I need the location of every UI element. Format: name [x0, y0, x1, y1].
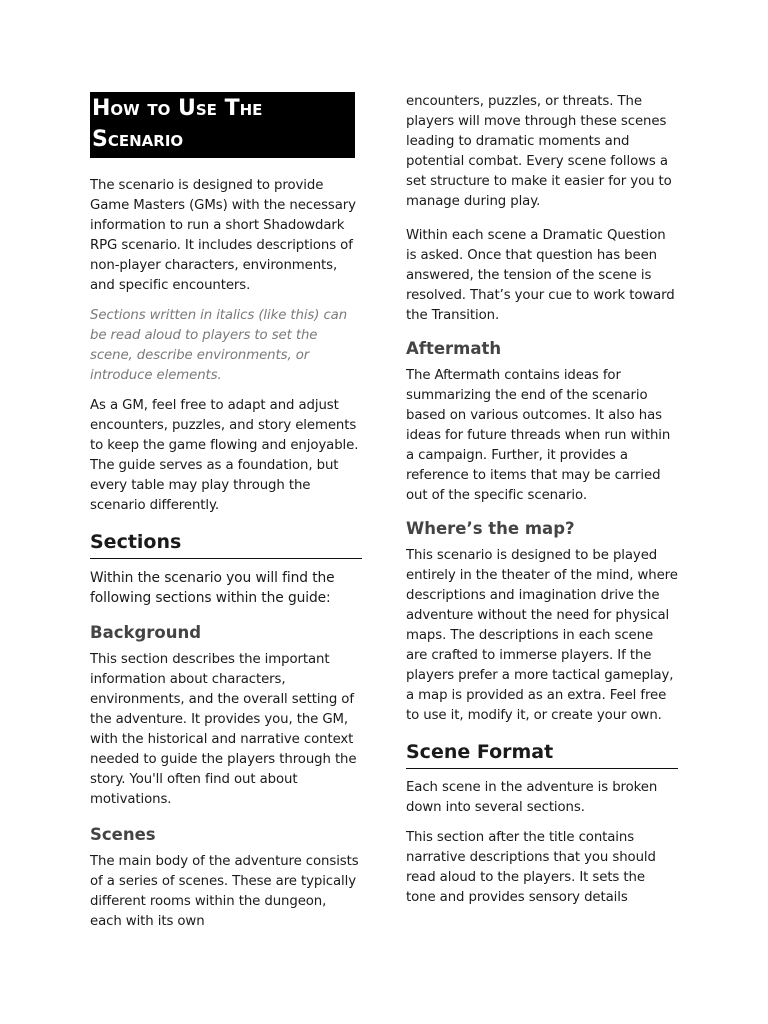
left-column: [90, 92, 362, 942]
sections-heading: Sections: [90, 530, 362, 559]
dramatic-question-paragraph: Within each scene a Dramatic Question is asked. Once that question has been answered, the tension of the scene is resolved. That’s your cue to work toward the Transition.: [406, 228, 675, 323]
aftermath-heading: Aftermath: [406, 339, 502, 358]
gm-note-paragraph: As a GM, feel free to adapt and adjust encounters, puzzles, and story elements to keep the game flowing and enjoyable. The guide serves as a foundation, but every table may play through the scenario differently.: [90, 398, 359, 513]
scene-format-paragraph-1: Each scene in the adventure is broken down into several sections.: [406, 780, 658, 815]
map-paragraph: This scenario is designed to be played entirely in the theater of the mind, where descriptions and imagination drive the adventure without the need for physical maps. The descriptions in each scene are crafted to immerse players. If the players prefer a more tactical gameplay, a map is provided as an extra. Feel free to use it, modify it, or create your own.: [406, 548, 678, 723]
aftermath-paragraph: The Aftermath contains ideas for summarizing the end of the scenario based on various outcomes. It also has ideas for future threads when run within a campaign. Further, it provides a reference to items that may be carried out of the specific scenario.: [406, 368, 671, 503]
intro-paragraph: The scenario is designed to provide Game Masters (GMs) with the necessary information to run a short Shadowdark RPG scenario. It includes descriptions of non-player characters, environments, and specific encounters.: [90, 178, 356, 293]
scenes-continued-paragraph: encounters, puzzles, or threats. The players will move through these scenes leading to dramatic moments and potential combat. Every scene follows a set structure to make it easier for you to manage during play.: [406, 94, 672, 209]
scenes-heading: Scenes: [90, 825, 156, 844]
sections-intro-paragraph: Within the scenario you will find the following sections within the guide:: [90, 570, 335, 606]
page-title: How to Use The Scenario: [90, 92, 355, 158]
scene-format-paragraph-2: This section after the title contains narrative descriptions that you should read aloud to the players. It sets the tone and provides sensory details: [406, 830, 656, 905]
background-paragraph: This section describes the important information about characters, environments, and the overall setting of the adventure. It provides you, the GM, with the historical and narrative context needed to guide the players through the story. You'll often find out about motivations.: [90, 652, 357, 807]
background-heading: Background: [90, 623, 202, 642]
scenes-paragraph: The main body of the adventure consists of a series of scenes. These are typically different rooms within the dungeon, each with its own: [90, 854, 359, 929]
right-column: [406, 92, 678, 918]
map-heading: Where’s the map?: [406, 519, 575, 538]
italic-note-paragraph: Sections written in italics (like this) can be read aloud to players to set the scene, describe environments, or introduce elements.: [90, 308, 348, 383]
scene-format-heading: Scene Format: [406, 740, 678, 769]
